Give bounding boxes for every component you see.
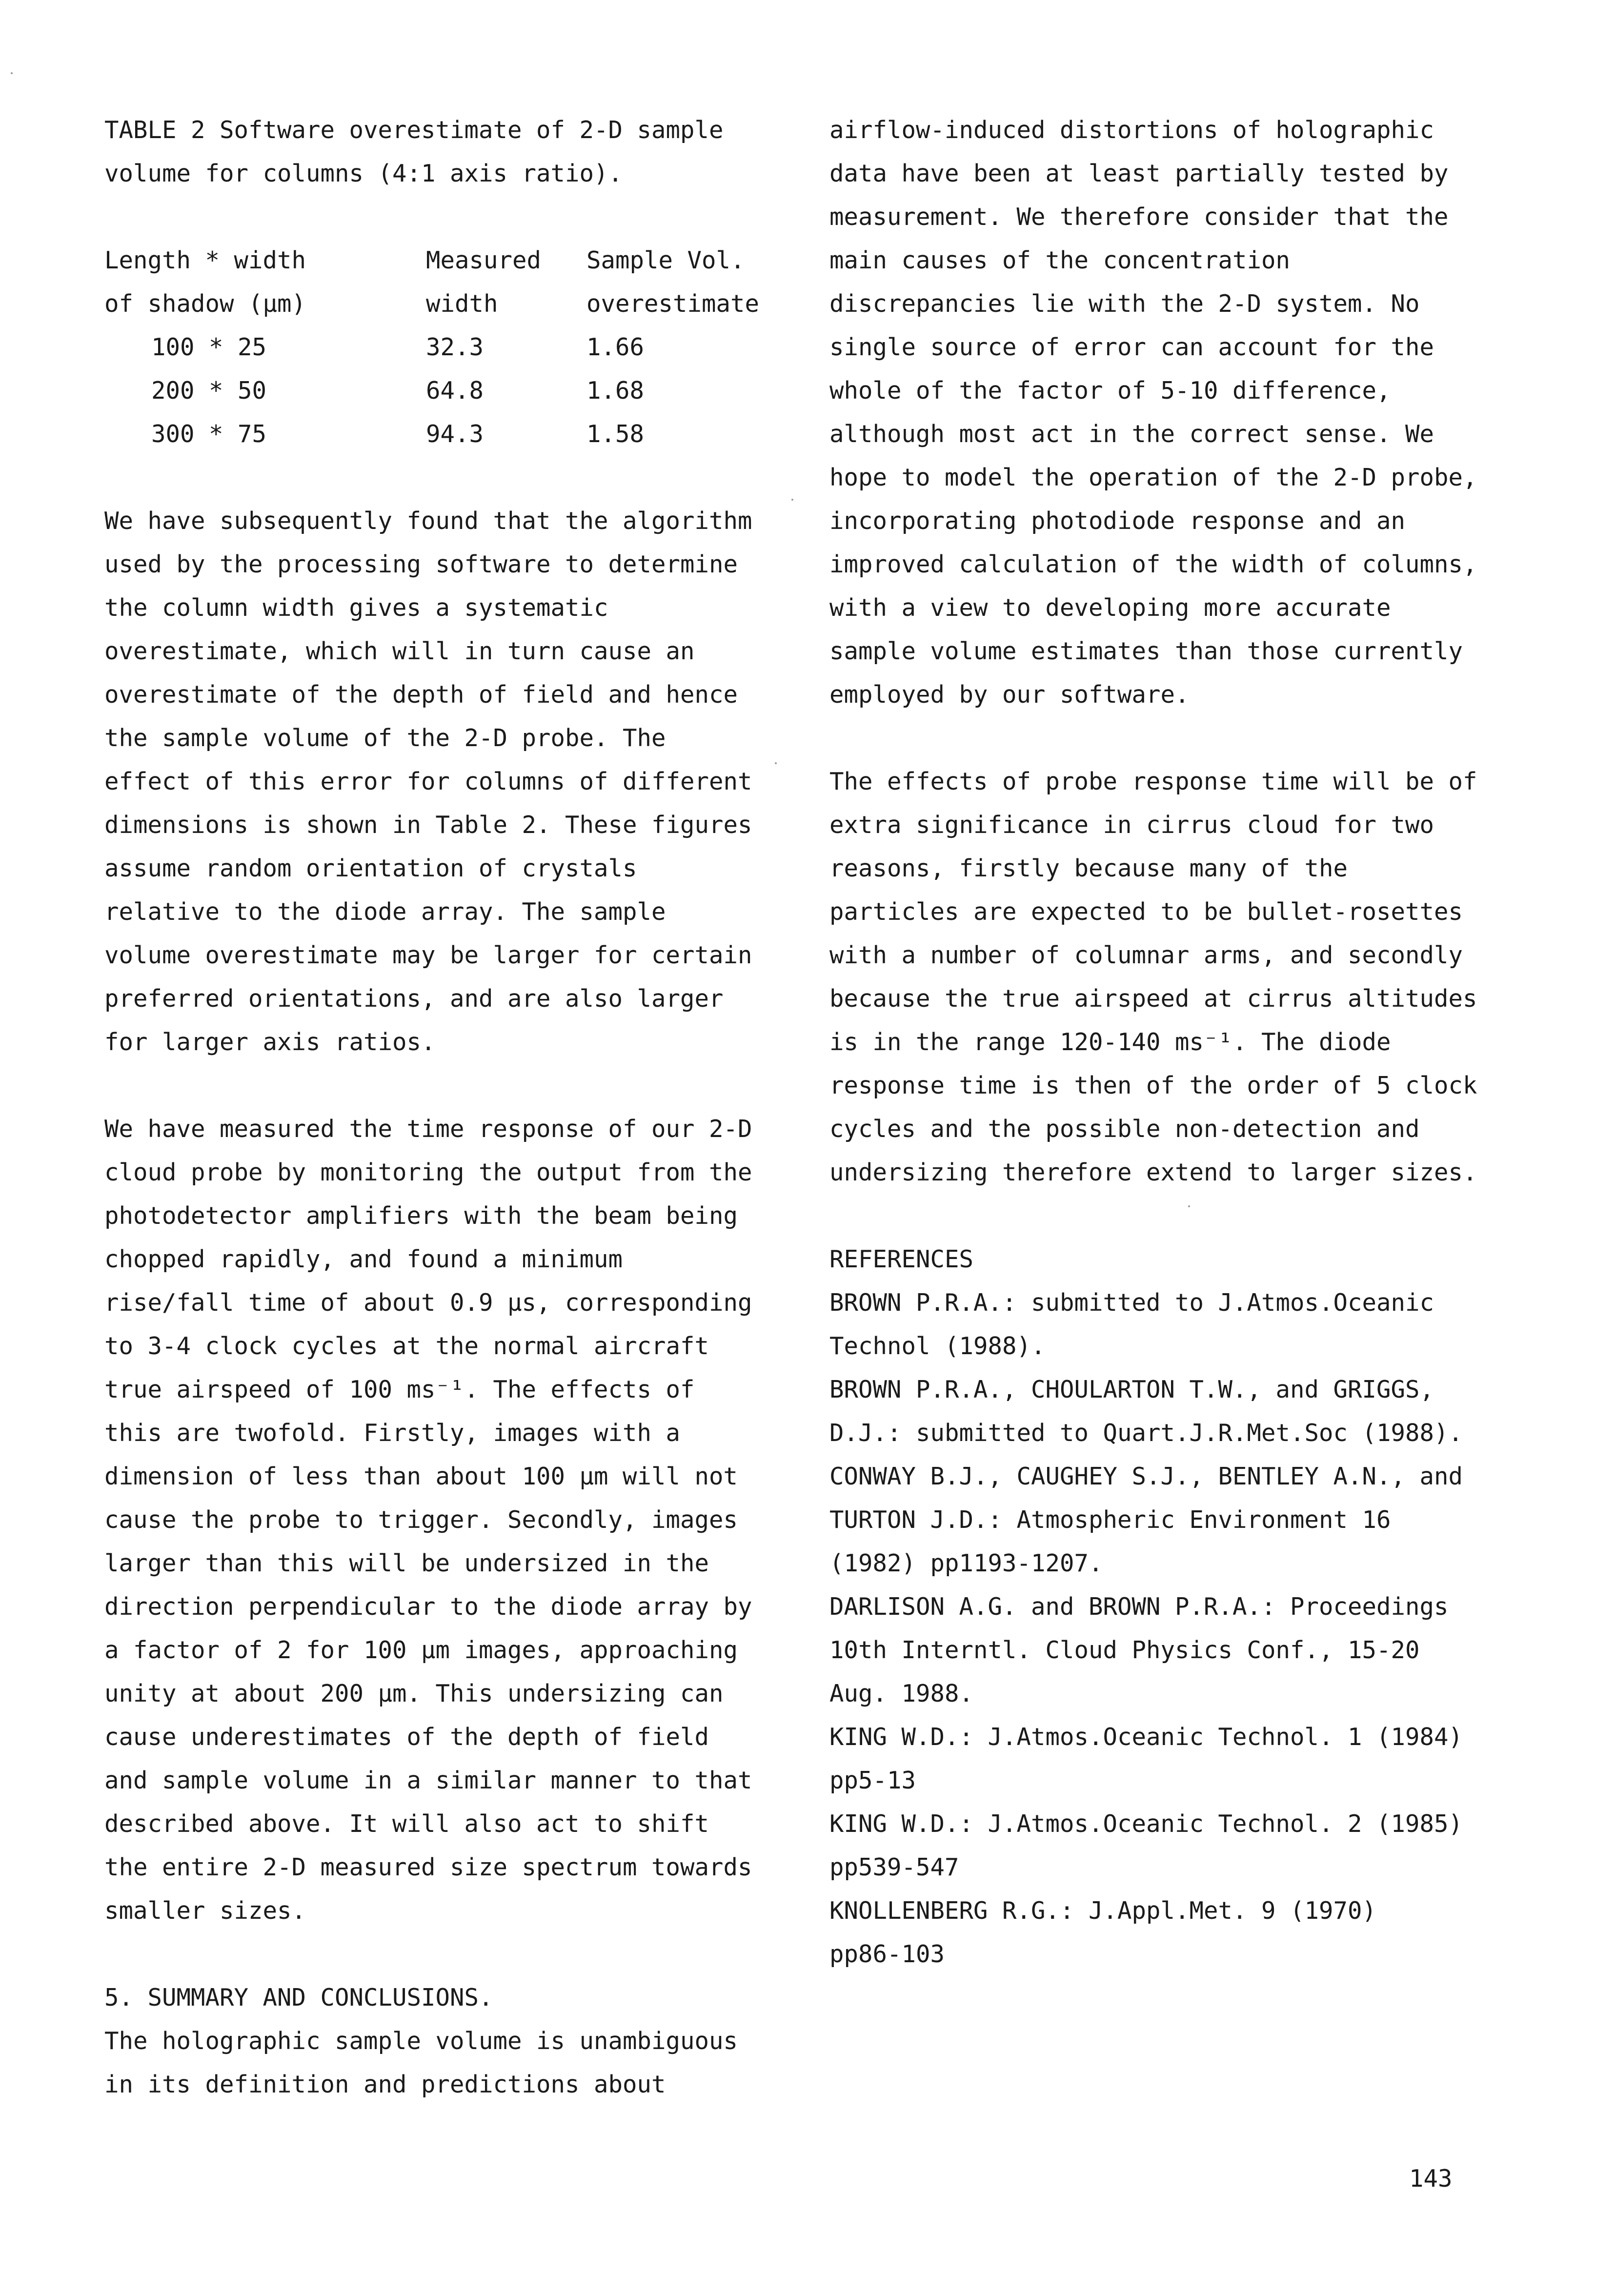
header-cell: Measured	[426, 246, 542, 274]
table-cell: 1.66	[586, 333, 645, 361]
text-line: The effects of probe response time will be of	[829, 768, 1477, 795]
text-line: smaller sizes.	[104, 1897, 306, 1925]
table-cell: 94.3	[426, 420, 484, 448]
header-cell: of shadow (µm)	[104, 290, 306, 318]
table-row	[104, 325, 759, 369]
text-line: CONWAY B.J., CAUGHEY S.J., BENTLEY A.N., and	[829, 1463, 1463, 1490]
scan-speck	[791, 499, 793, 501]
text-line: Technol (1988).	[829, 1332, 1046, 1360]
text-line: dimension of less than about 100 µm will not	[104, 1463, 738, 1490]
text-line: single source of error can account for the	[829, 333, 1434, 361]
text-line: relative to the diode array. The sample	[104, 898, 666, 926]
text-line: larger than this will be undersized in the	[104, 1549, 709, 1577]
text-line: (1982) pp1193-1207.	[829, 1549, 1103, 1577]
text-line: TURTON J.D.: Atmospheric Environment 16	[829, 1506, 1391, 1534]
text-line: reasons, firstly because many of the	[829, 854, 1348, 882]
text-line: pp539-547	[829, 1853, 959, 1881]
table-cell: 1.68	[586, 377, 645, 405]
left-column	[104, 108, 787, 2106]
text-line: photodetector amplifiers with the beam being	[104, 1202, 738, 1230]
text-line: We have subsequently found that the algorithm	[104, 507, 752, 535]
scan-speck	[11, 72, 13, 74]
text-line: data have been at least partially tested by	[829, 160, 1449, 187]
text-line: BROWN P.R.A.: submitted to J.Atmos.Oceanic	[829, 1289, 1434, 1317]
paragraph	[104, 499, 787, 1064]
references-heading: REFERENCES	[829, 1245, 974, 1273]
text-line: chopped rapidly, and found a minimum	[104, 1245, 623, 1273]
header-cell: overestimate	[586, 290, 760, 318]
header-cell: Length * width	[104, 246, 306, 274]
text-line: because the true airspeed at cirrus altitudes	[829, 985, 1477, 1013]
text-line: KING W.D.: J.Atmos.Oceanic Technol. 1 (1984)	[829, 1723, 1463, 1751]
text-line: effect of this error for columns of different	[104, 768, 752, 795]
header-cell: Sample Vol.	[586, 246, 745, 274]
paragraph	[829, 108, 1522, 716]
text-line: with a number of columnar arms, and secondly	[829, 941, 1463, 969]
text-line: volume overestimate may be larger for certain	[104, 941, 752, 969]
table-cell: 200 * 50	[151, 377, 267, 405]
text-line: the entire 2-D measured size spectrum towards	[104, 1853, 752, 1881]
text-line: with a view to developing more accurate	[829, 594, 1391, 622]
text-line: to 3-4 clock cycles at the normal aircraft	[104, 1332, 709, 1360]
scan-speck	[775, 762, 777, 764]
text-line: incorporating photodiode response and an	[829, 507, 1406, 535]
table-row	[104, 412, 759, 456]
text-line: preferred orientations, and are also larger	[104, 985, 724, 1013]
page-number: 143	[1409, 2165, 1453, 2193]
text-line: undersizing therefore extend to larger sizes.	[829, 1158, 1477, 1186]
header-cell: width	[426, 290, 498, 318]
table-caption	[104, 108, 787, 195]
text-line: extra significance in cirrus cloud for two	[829, 811, 1434, 839]
text-line: overestimate, which will in turn cause an	[104, 637, 695, 665]
text-line: measurement. We therefore consider that the	[829, 203, 1449, 231]
text-line: BROWN P.R.A., CHOULARTON T.W., and GRIGGS,	[829, 1376, 1434, 1403]
text-line: improved calculation of the width of columns,	[829, 550, 1477, 578]
text-line: cause underestimates of the depth of field	[104, 1723, 709, 1751]
text-line: whole of the factor of 5-10 difference,	[829, 377, 1391, 405]
text-line: DARLISON A.G. and BROWN P.R.A.: Proceedings	[829, 1593, 1449, 1621]
text-line: and sample volume in a similar manner to that	[104, 1767, 752, 1794]
text-line: is in the range 120-140 ms⁻¹. The diode	[829, 1028, 1391, 1056]
text-line: particles are expected to be bullet-rosettes	[829, 898, 1463, 926]
text-line: We have measured the time response of our 2-D	[104, 1115, 752, 1143]
caption-line: volume for columns (4:1 axis ratio).	[104, 160, 623, 187]
text-line: in its definition and predictions about	[104, 2071, 666, 2098]
table-header-row	[104, 282, 759, 325]
text-line: The holographic sample volume is unambiguous	[104, 2027, 738, 2055]
text-line: main causes of the concentration	[829, 246, 1291, 274]
text-line: the column width gives a systematic	[104, 594, 608, 622]
table-cell: 32.3	[426, 333, 484, 361]
scan-speck	[1188, 1205, 1190, 1207]
text-line: for larger axis ratios.	[104, 1028, 436, 1056]
text-line: employed by our software.	[829, 681, 1190, 709]
sample-volume-table	[104, 239, 759, 456]
caption-line: TABLE 2 Software overestimate of 2-D sample	[104, 116, 724, 144]
text-line: cause the probe to trigger. Secondly, images	[104, 1506, 738, 1534]
text-line: cloud probe by monitoring the output from the	[104, 1158, 752, 1186]
text-line: pp86-103	[829, 1940, 945, 1968]
text-line: sample volume estimates than those currently	[829, 637, 1463, 665]
text-line: the sample volume of the 2-D probe. The	[104, 724, 666, 752]
table-header-row	[104, 239, 759, 282]
text-line: direction perpendicular to the diode array by	[104, 1593, 752, 1621]
table-cell: 300 * 75	[151, 420, 267, 448]
paragraph	[829, 760, 1522, 1194]
text-line: D.J.: submitted to Quart.J.R.Met.Soc (1988).	[829, 1419, 1463, 1447]
text-line: a factor of 2 for 100 µm images, approaching	[104, 1636, 738, 1664]
paragraph	[104, 1107, 787, 1932]
text-line: this are twofold. Firstly, images with a	[104, 1419, 681, 1447]
text-line: KING W.D.: J.Atmos.Oceanic Technol. 2 (1985)	[829, 1810, 1463, 1838]
references-list	[829, 1281, 1522, 1976]
paragraph	[104, 2019, 787, 2106]
table-cell: 1.58	[586, 420, 645, 448]
text-line: true airspeed of 100 ms⁻¹. The effects of	[104, 1376, 695, 1403]
text-line: response time is then of the order of 5 clock	[829, 1072, 1477, 1099]
text-line: 10th Interntl. Cloud Physics Conf., 15-20	[829, 1636, 1420, 1664]
text-line: overestimate of the depth of field and hence	[104, 681, 738, 709]
text-line: dimensions is shown in Table 2. These figures	[104, 811, 752, 839]
text-line: hope to model the operation of the 2-D probe,	[829, 464, 1477, 491]
text-line: airflow-induced distortions of holographic	[829, 116, 1434, 144]
text-line: unity at about 200 µm. This undersizing can	[104, 1680, 724, 1707]
table-cell: 64.8	[426, 377, 484, 405]
text-line: pp5-13	[829, 1767, 916, 1794]
text-line: described above. It will also act to shift	[104, 1810, 709, 1838]
right-column	[829, 108, 1522, 1976]
text-line: KNOLLENBERG R.G.: J.Appl.Met. 9 (1970)	[829, 1897, 1377, 1925]
text-line: discrepancies lie with the 2-D system. No	[829, 290, 1420, 318]
text-line: rise/fall time of about 0.9 µs, corresponding	[104, 1289, 752, 1317]
text-line: Aug. 1988.	[829, 1680, 974, 1707]
text-line: used by the processing software to determine	[104, 550, 738, 578]
text-line: although most act in the correct sense. We	[829, 420, 1434, 448]
text-line: assume random orientation of crystals	[104, 854, 637, 882]
section-heading: 5. SUMMARY AND CONCLUSIONS.	[104, 1984, 493, 2012]
table-row	[104, 369, 759, 412]
text-line: cycles and the possible non-detection and	[829, 1115, 1420, 1143]
table-cell: 100 * 25	[151, 333, 267, 361]
